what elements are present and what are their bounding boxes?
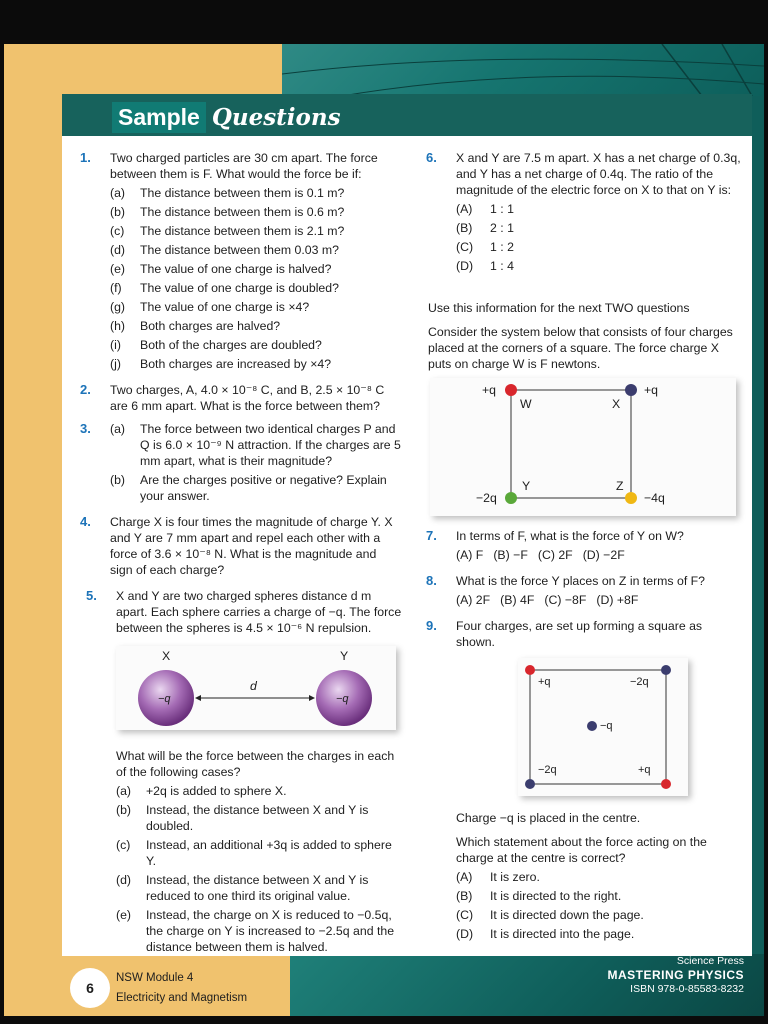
- item-label: (c): [110, 224, 125, 238]
- module-name: NSW Module 4: [116, 972, 194, 984]
- item-label: (a): [110, 422, 126, 436]
- question-9-body: [408, 810, 744, 942]
- q9-prompt: Which statement about the force acting on the charge at the centre is correct?: [456, 835, 707, 865]
- info-block: [408, 300, 744, 372]
- section-title: [104, 100, 349, 134]
- question-text: Four charges, are set up forming a square as shown.: [456, 619, 703, 649]
- answer-option: (D) +8F: [596, 593, 639, 607]
- question-7: [408, 528, 744, 563]
- sub-question: [110, 356, 402, 372]
- x-charge-label: +q: [644, 383, 659, 397]
- item-text: The value of one charge is ×4?: [140, 300, 310, 314]
- sub-question: [110, 185, 402, 201]
- question-text: Two charged particles are 30 cm apart. The force between them is F. What would the force be if:: [110, 151, 378, 181]
- br-label: +q: [638, 764, 651, 776]
- item-text: The distance between them is 0.6 m?: [140, 205, 345, 219]
- publisher-name: Science Press: [676, 955, 744, 967]
- item-text: The force between two identical charges P and Q is 6.0 × 10⁻⁹ N attraction. If the charges are 5 mm apart, what is their magnitude?: [140, 422, 401, 468]
- question-6: [408, 150, 744, 274]
- centre-label: −q: [600, 720, 613, 732]
- left-column: [62, 150, 402, 955]
- item-label: (B): [456, 221, 473, 235]
- charge-x: [625, 384, 637, 396]
- w-charge-label: +q: [482, 383, 497, 397]
- footer-module: [116, 968, 247, 1008]
- tl-label: +q: [538, 676, 551, 688]
- tr-label: −2q: [630, 676, 649, 688]
- item-label: (b): [116, 803, 132, 817]
- power-lines-graphic: [282, 44, 764, 96]
- answer-option: [456, 201, 744, 217]
- charge-w: [505, 384, 517, 396]
- z-label: Z: [616, 479, 624, 493]
- charge-centre: [587, 721, 597, 731]
- sub-question: [116, 837, 402, 869]
- item-label: (b): [110, 473, 126, 487]
- spheres-figure: [116, 646, 396, 730]
- item-label: (e): [110, 262, 126, 276]
- item-label: (g): [110, 300, 126, 314]
- book-title: MASTERING PHYSICS: [607, 968, 744, 982]
- item-text: The distance between them 0.03 m?: [140, 243, 339, 257]
- item-label: (C): [456, 908, 474, 922]
- question-5: [62, 588, 402, 636]
- item-text: 1 : 4: [490, 259, 514, 273]
- question-text: In terms of F, what is the force of Y on W?: [456, 529, 684, 543]
- sub-question: [116, 802, 402, 834]
- square-figure-1: [430, 378, 736, 516]
- isbn: ISBN 978-0-85583-8232: [630, 983, 744, 995]
- item-text: It is directed into the page.: [490, 927, 635, 941]
- answer-option: [456, 220, 744, 236]
- charge-y: [505, 492, 517, 504]
- question-9: [408, 618, 744, 650]
- item-text: Both of the charges are doubled?: [140, 338, 322, 352]
- answer-option: [456, 258, 744, 274]
- item-text: It is directed to the right.: [490, 889, 622, 903]
- item-label: (i): [110, 338, 121, 352]
- item-label: (C): [456, 240, 474, 254]
- answer-option: (A) F: [456, 548, 484, 562]
- sub-question: [110, 318, 402, 334]
- title-questions: Questions: [211, 103, 341, 131]
- item-label: (e): [116, 908, 132, 922]
- answer-option: (C) 2F: [537, 548, 573, 562]
- question-number: 2.: [80, 382, 91, 397]
- info-line-2: Consider the system below that consists of four charges placed at the corners of a square. The force charge X puts on charge W is F newtons.: [428, 325, 733, 371]
- item-text: Instead, the distance between X and Y is doubled.: [146, 803, 369, 833]
- item-text: 2 : 1: [490, 221, 514, 235]
- item-text: The distance between them is 2.1 m?: [140, 224, 345, 238]
- question-4: [62, 514, 402, 578]
- page: [4, 44, 764, 1016]
- answer-option: [456, 926, 744, 942]
- item-text: Instead, the distance between X and Y is reduced to one third its original value.: [146, 873, 369, 903]
- sub-question: [110, 261, 402, 277]
- sub-question: [116, 907, 402, 955]
- content-panel: [62, 94, 752, 956]
- question-1: [62, 150, 402, 372]
- question-number: 5.: [86, 588, 97, 603]
- item-text: The value of one charge is halved?: [140, 262, 332, 276]
- question-number: 6.: [426, 150, 437, 165]
- item-label: (A): [456, 202, 473, 216]
- item-text: 1 : 2: [490, 240, 514, 254]
- sub-question: [116, 783, 402, 799]
- item-label: (D): [456, 927, 474, 941]
- charge-bottom-left: [525, 779, 535, 789]
- answer-option: (B) −F: [493, 548, 528, 562]
- sphere-y-label: Y: [340, 649, 349, 663]
- page-number: 6: [70, 968, 110, 1008]
- sphere-x-label: X: [162, 649, 171, 663]
- charge-bottom-right: [661, 779, 671, 789]
- question-5-prompt: [62, 748, 402, 955]
- item-label: (b): [110, 205, 126, 219]
- charge-top-right: [661, 665, 671, 675]
- item-text: Instead, the charge on X is reduced to −0.5q, the charge on Y is increased to −2.5q and the distance between them is halved.: [146, 908, 395, 954]
- answer-option: (B) 4F: [500, 593, 535, 607]
- footer-publisher: [607, 954, 744, 996]
- item-text: It is zero.: [490, 870, 540, 884]
- question-text: X and Y are 7.5 m apart. X has a net charge of 0.3q, and Y has a net charge of 0.4q. The ratio of the magnitude of the electric force on X to that on Y is:: [456, 151, 741, 197]
- item-label: (a): [116, 784, 132, 798]
- sub-question: [110, 242, 402, 258]
- item-text: 1 : 1: [490, 202, 514, 216]
- question-8: [408, 573, 744, 608]
- question-number: 9.: [426, 618, 437, 633]
- w-label: W: [520, 397, 532, 411]
- question-number: 8.: [426, 573, 437, 588]
- answer-option: [456, 239, 744, 255]
- answer-option: (D) −2F: [582, 548, 625, 562]
- question-text: What is the force Y places on Z in terms of F?: [456, 574, 706, 588]
- item-label: (d): [116, 873, 132, 887]
- sphere-x-charge: −q: [158, 693, 171, 705]
- question-number: 7.: [426, 528, 437, 543]
- item-text: Both charges are increased by ×4?: [140, 357, 332, 371]
- charge-z: [625, 492, 637, 504]
- charge-top-left: [525, 665, 535, 675]
- prompt-text: What will be the force between the charges in each of the following cases?: [116, 749, 395, 779]
- answer-option: (A) 2F: [456, 593, 491, 607]
- square-figure-2: [518, 658, 688, 796]
- x-label: X: [612, 397, 621, 411]
- bl-label: −2q: [538, 764, 557, 776]
- item-label: (h): [110, 319, 126, 333]
- question-text: Two charges, A, 4.0 × 10⁻⁸ C, and B, 2.5 × 10⁻⁸ C are 6 mm apart. What is the force between them?: [110, 383, 385, 413]
- answer-option: [456, 907, 744, 923]
- distance-label: d: [250, 679, 257, 693]
- sub-question: [110, 223, 402, 239]
- question-3: [62, 421, 402, 504]
- z-charge-label: −4q: [644, 491, 665, 505]
- item-text: Are the charges positive or negative? Explain your answer.: [140, 473, 387, 503]
- item-label: (B): [456, 889, 473, 903]
- teal-strip-right: [752, 96, 764, 956]
- header-band: [62, 94, 752, 136]
- title-sample: Sample: [112, 102, 206, 133]
- sphere-y-charge: −q: [336, 693, 349, 705]
- item-text: The distance between them is 0.1 m?: [140, 186, 345, 200]
- item-label: (f): [110, 281, 122, 295]
- answer-option: [456, 869, 744, 885]
- sub-question: [116, 872, 402, 904]
- sub-question: [110, 204, 402, 220]
- item-text: Instead, an additional +3q is added to sphere Y.: [146, 838, 392, 868]
- question-2: [62, 382, 402, 414]
- answer-option: (C) −8F: [544, 593, 587, 607]
- sub-question: [110, 299, 402, 315]
- y-charge-label: −2q: [476, 491, 497, 505]
- question-number: 3.: [80, 421, 91, 436]
- sub-question: [110, 337, 402, 353]
- item-label: (j): [110, 357, 121, 371]
- question-number: 1.: [80, 150, 91, 165]
- item-text: Both charges are halved?: [140, 319, 281, 333]
- item-label: (c): [116, 838, 131, 852]
- answer-option: [456, 888, 744, 904]
- item-text: The value of one charge is doubled?: [140, 281, 339, 295]
- right-column: [408, 150, 744, 942]
- question-text: Charge X is four times the magnitude of charge Y. X and Y are 7 mm apart and repel each other with a force of 3.6 × 10⁻⁸ N. What is the magnitude and sign of each charge?: [110, 515, 393, 577]
- q9-note: Charge −q is placed in the centre.: [456, 811, 641, 825]
- item-label: (a): [110, 186, 126, 200]
- item-text: +2q is added to sphere X.: [146, 784, 287, 798]
- y-label: Y: [522, 479, 531, 493]
- item-label: (d): [110, 243, 126, 257]
- item-label: (A): [456, 870, 473, 884]
- sub-question: [110, 280, 402, 296]
- item-text: It is directed down the page.: [490, 908, 644, 922]
- sub-question: [110, 421, 402, 469]
- question-number: 4.: [80, 514, 91, 529]
- sub-question: [110, 472, 402, 504]
- item-label: (D): [456, 259, 474, 273]
- question-text: X and Y are two charged spheres distance d m apart. Each sphere carries a charge of −q. The force between the spheres is 4.5 × 10⁻⁶ N repulsion.: [116, 589, 402, 635]
- info-line-1: Use this information for the next TWO questions: [428, 301, 690, 315]
- topic-name: Electricity and Magnetism: [116, 992, 248, 1004]
